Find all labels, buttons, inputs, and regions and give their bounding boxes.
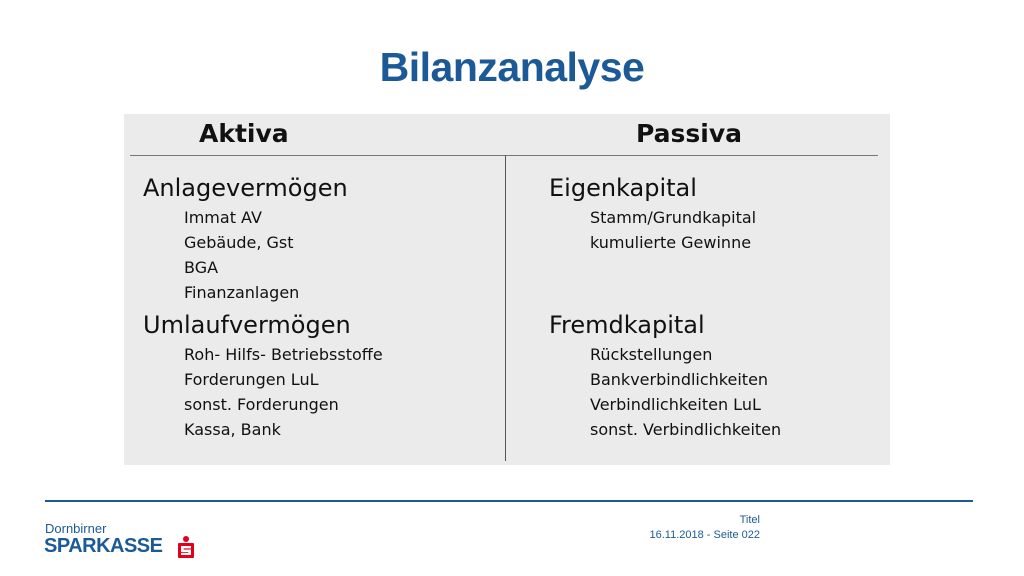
list-item: sonst. Verbindlichkeiten xyxy=(590,420,782,439)
footer-date-page: 16.11.2018 - Seite 022 xyxy=(649,529,760,541)
list-item: Rückstellungen xyxy=(590,345,713,364)
section-title-anlagevermoegen: Anlagevermögen xyxy=(143,174,348,202)
list-item: Gebäude, Gst xyxy=(184,233,294,252)
list-item: Kassa, Bank xyxy=(184,420,281,439)
list-item: Roh- Hilfs- Betriebsstoffe xyxy=(184,345,383,364)
sparkasse-s-logo-icon xyxy=(176,536,196,558)
list-item: kumulierte Gewinne xyxy=(590,233,752,252)
list-item: Forderungen LuL xyxy=(184,370,319,389)
footer-label: Titel xyxy=(739,514,760,526)
section-title-umlaufvermoegen: Umlaufvermögen xyxy=(143,311,351,339)
column-divider xyxy=(505,155,506,461)
section-title-fremdkapital: Fremdkapital xyxy=(549,311,705,339)
list-item: Verbindlichkeiten LuL xyxy=(590,395,761,414)
list-item: sonst. Forderungen xyxy=(184,395,339,414)
logo-subtitle: Dornbirner xyxy=(45,521,107,536)
slide-title: Bilanzanalyse xyxy=(379,44,645,90)
logo-wordmark: SPARKASSE xyxy=(44,535,163,557)
aktiva-header: Aktiva xyxy=(199,119,289,148)
list-item: Stamm/Grundkapital xyxy=(590,208,757,227)
header-divider xyxy=(130,155,878,156)
list-item: Bankverbindlichkeiten xyxy=(590,370,769,389)
list-item: Immat AV xyxy=(184,208,262,227)
section-title-eigenkapital: Eigenkapital xyxy=(549,174,697,202)
list-item: BGA xyxy=(184,258,219,277)
passiva-header: Passiva xyxy=(636,119,743,148)
footer-info xyxy=(650,513,761,543)
footer-divider xyxy=(45,500,973,502)
list-item: Finanzanlagen xyxy=(184,283,300,302)
